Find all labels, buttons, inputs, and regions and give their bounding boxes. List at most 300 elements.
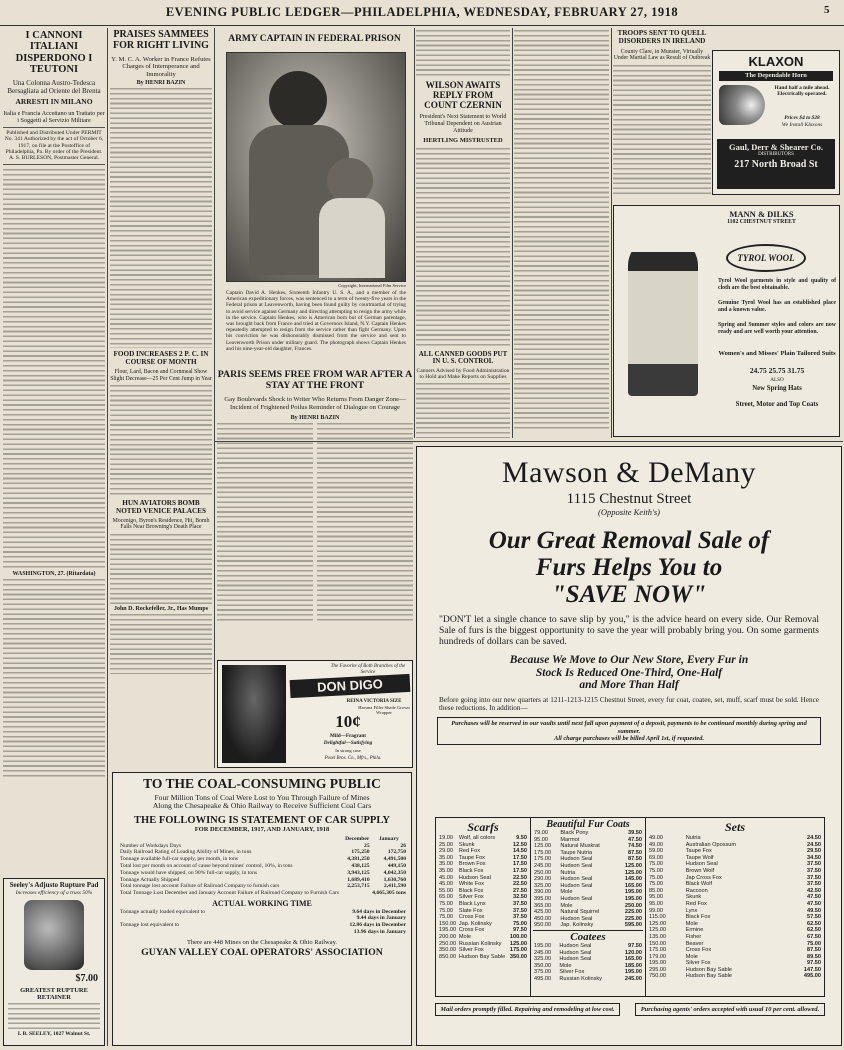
mawson-because2: Stock Is Reduced One-Third, One-Half	[535, 666, 723, 679]
fur-name: Taupe Fox	[685, 848, 712, 855]
coal-row-january: 4,491,500	[383, 856, 406, 863]
price-row	[438, 888, 528, 895]
dondigo-desc: Havana Filler Shade Grown Wrapper	[358, 705, 410, 716]
price-was: 195.00	[649, 960, 667, 967]
price-now: 62.50	[807, 927, 821, 934]
price-was: 390.00	[534, 889, 552, 896]
coal-actual-value: 12.86 days in December	[349, 922, 406, 929]
masthead-title: EVENING PUBLIC LEDGER—PHILADELPHIA, WEDNESDAY, FEBRUARY 27, 1918	[165, 5, 679, 19]
mann-women: Women's and Misses' Plain Tailored Suits	[718, 350, 836, 357]
seeley-price: $7.00	[75, 972, 98, 984]
price-now: 120.00	[624, 949, 642, 956]
price-was: 325.00	[534, 882, 552, 889]
fur-name: Lynx	[685, 907, 698, 914]
price-row	[648, 842, 822, 849]
fur-name: Hudson Seal	[560, 856, 593, 863]
price-was: 125.00	[534, 843, 552, 850]
price-was: 125.00	[649, 920, 667, 927]
coal-row-january: 2,411,590	[383, 883, 406, 890]
coal-row-december: 2,253,715	[347, 883, 370, 890]
price-row	[648, 875, 822, 882]
price-now: 495.00	[803, 973, 821, 980]
price-row	[533, 850, 643, 857]
coal-association: GUYAN VALLEY COAL OPERATORS' ASSOCIATION	[141, 947, 383, 959]
fur-name: Skunk	[685, 894, 702, 901]
coats-title: Beautiful Fur Coats	[546, 819, 630, 830]
fur-name: Raccoon	[685, 887, 708, 894]
price-was: 125.00	[649, 927, 667, 934]
price-now: 125.00	[509, 940, 527, 947]
subhead-arresti: ARRESTI IN MILANO	[15, 97, 93, 107]
ad-don-digo	[217, 660, 413, 768]
price-row	[533, 903, 643, 910]
fur-name: Hudson Bay Sable	[685, 966, 733, 973]
price-row	[438, 941, 528, 948]
price-row	[533, 963, 643, 970]
fur-name: White Fox	[458, 881, 485, 888]
price-row	[438, 875, 528, 882]
price-now: 225.00	[624, 909, 642, 916]
subhead-colonna: Una Colonna Austro-Tedesca Bersagliata ad Oriente del Brenta	[7, 79, 101, 96]
subhead-ymca: Y. M. C. A. Worker in France Refutes Charges of Intemperance and Immorality	[111, 55, 211, 78]
price-now: 24.50	[807, 841, 821, 848]
coal-row-label: Number of Workdays Days	[120, 842, 182, 849]
coal-actual-row	[119, 929, 407, 936]
price-row	[648, 947, 822, 954]
price-was: 75.00	[649, 874, 663, 881]
price-was: 325.00	[534, 956, 552, 963]
coal-row-january: 449,150	[387, 863, 406, 869]
headline-aviators: HUN AVIATORS BOMB NOTED VENICE PALACES	[116, 499, 206, 515]
mawson-footer1-box	[435, 1003, 620, 1016]
price-row	[438, 914, 528, 921]
column-ireland	[613, 30, 711, 230]
price-was: 950.00	[534, 922, 552, 929]
price-now: 37.50	[807, 881, 821, 888]
price-was: 75.00	[439, 907, 453, 914]
sets-list	[646, 818, 824, 996]
column-praises	[110, 30, 212, 770]
byline-bazin: By HENRI BAZIN	[136, 80, 186, 87]
price-was: 79.00	[534, 830, 548, 836]
price-row	[648, 954, 822, 961]
price-was: 395.00	[534, 895, 552, 902]
price-now: 97.50	[628, 942, 642, 949]
fur-name: Hudson Seal	[560, 862, 593, 869]
price-was: 59.00	[649, 848, 663, 855]
fur-name: Wolf, all colors	[458, 835, 496, 841]
seeley-sub: Increases efficiency of a truss 50%	[15, 889, 93, 896]
price-row	[648, 934, 822, 941]
fur-name: Black Fox	[458, 887, 484, 894]
headline-praises: PRAISES SAMMEES FOR RIGHT LIVING	[113, 30, 209, 51]
fur-name: Cross Fox	[685, 947, 712, 954]
klaxon-brand: KLAXON	[748, 54, 804, 69]
coal-row-label: Tonnage available full-car supply, per month, in tons	[120, 856, 239, 863]
coal-footer: There are 448 Mines on the Chesapeake & Ohio Railway.	[186, 938, 338, 946]
price-row	[648, 960, 822, 967]
coal-row-january: 172,750	[387, 849, 406, 856]
price-row	[533, 969, 643, 976]
story-dateline: WASHINGTON, 27. (Ritardata)	[12, 570, 96, 577]
klaxon-line1: Hand half a mile ahead. Electrically operated.	[774, 85, 830, 98]
price-row	[438, 894, 528, 901]
coal-actual-label	[119, 915, 291, 922]
price-now: 14.50	[513, 848, 527, 855]
fur-name: Fisher	[685, 933, 702, 940]
seeley-foot: I. B. SEELEY, 1027 Walnut St.	[17, 1030, 91, 1037]
coal-table-sub: FOR DECEMBER, 1917, AND JANUARY, 1918	[194, 826, 330, 834]
price-now: 42.50	[807, 887, 821, 894]
price-now: 165.00	[624, 882, 642, 889]
price-now: 100.00	[509, 933, 527, 940]
paris-story	[217, 370, 413, 640]
price-was: 350.00	[439, 947, 457, 954]
coal-actual-label: Tonnage actually loaded equivalent to	[120, 908, 206, 915]
coal-actual-label	[119, 929, 291, 936]
coal-row-label: Tonnage Actually Shipped	[120, 876, 180, 883]
price-now: 250.00	[624, 902, 642, 909]
price-now: 87.50	[807, 947, 821, 954]
fur-name: Cross Fox	[458, 914, 485, 921]
permit-notice: Published and Distributed Under PERMIT No. 341 Authorized by the act of October 6, 1917, on file at the Postoffice of Philadelphia, Pa. By order of the President. A. S. BURLESON, Postmaster General.	[3, 127, 105, 165]
fur-name: Hudson Seal	[458, 874, 491, 881]
mann-also: ALSO	[770, 377, 784, 383]
price-row	[438, 881, 528, 888]
price-now: 87.50	[628, 856, 642, 863]
fur-name: Black Fox	[458, 867, 484, 874]
coal-row	[119, 870, 407, 877]
price-row	[533, 916, 643, 923]
masthead	[0, 0, 844, 26]
price-was: 55.00	[439, 887, 453, 894]
price-now: 195.00	[624, 889, 642, 896]
price-was: 200.00	[439, 933, 457, 940]
sets-table	[648, 835, 822, 980]
coatees-title: Coatees	[533, 930, 643, 943]
price-now: 74.50	[628, 843, 642, 850]
price-was: 290.00	[534, 876, 552, 883]
price-now: 87.50	[628, 849, 642, 856]
fur-name: Hudson Seal	[559, 949, 592, 956]
price-now: 17.50	[513, 861, 527, 868]
price-row	[648, 941, 822, 948]
mann-text1: Tyrol Wool garments in style and quality of cloth are the best obtainable.	[718, 278, 836, 291]
woman-illustration	[628, 236, 698, 396]
price-was: 25.00	[439, 841, 453, 848]
coal-row-label: Tonnage would have shipped, on 90% full-car supply, in tons	[120, 869, 258, 876]
price-row	[648, 921, 822, 928]
fur-name: Mole	[559, 962, 572, 969]
fur-name: Natural Muskrat	[560, 843, 600, 850]
coal-actual-row	[119, 922, 407, 929]
headline-canned-goods: ALL CANNED GOODS PUT IN U. S. CONTROL	[418, 349, 508, 366]
fur-name: Taupe Wolf	[685, 854, 714, 861]
coal-sub2: Along the Chesapeake & Ohio Railway to Receive Sufficient Coal Cars	[152, 801, 372, 811]
fur-name: Black Wolf	[685, 881, 713, 888]
coal-row-label: Total Tonnage Lost December and January Account Failure of Railroad Company to Furnish Cars	[120, 890, 339, 897]
price-row	[648, 894, 822, 901]
price-now: 97.50	[513, 927, 527, 934]
fur-name: Silver Fox	[458, 894, 484, 901]
fur-name: Black Fox	[685, 914, 711, 921]
price-row	[438, 861, 528, 868]
fur-name: Mole	[685, 920, 698, 927]
price-row	[648, 908, 822, 915]
price-row	[533, 950, 643, 957]
subhead-canned-goods: Canners Advised by Food Administration to Hold and Make Reports on Supplies	[416, 367, 510, 381]
price-row	[438, 855, 528, 862]
subhead-trattato: Italia e Francia Accettano un Trattato per i Soggetti al Servizio Militare	[3, 109, 105, 124]
coal-row	[119, 863, 407, 870]
dondigo-tag2: Delightful—Satisfying	[323, 740, 373, 746]
headline-cannoni: I CANNONI ITALIANI DISPERDONO I TEUTONI	[15, 30, 93, 75]
coal-actual-row	[119, 909, 407, 916]
price-was: 65.00	[439, 894, 453, 901]
dondigo-tag1: The Favorite of Both Branches of the Service	[330, 664, 406, 675]
dondigo-price: 10¢	[335, 712, 361, 731]
price-row	[438, 921, 528, 928]
price-row	[648, 868, 822, 875]
price-now: 147.50	[803, 966, 821, 973]
price-row	[648, 848, 822, 855]
column-continued	[514, 30, 609, 438]
price-now: 350.00	[509, 953, 527, 960]
price-row	[438, 842, 528, 849]
fur-name: Hudson Seal	[685, 861, 718, 868]
price-now: 175.00	[509, 947, 527, 954]
mawson-footer1: Mail orders promptly filled. Repairing and remodeling at low cost.	[440, 1006, 615, 1013]
coal-row-december: 1,689,410	[347, 876, 370, 883]
klaxon-address: 217 North Broad St	[734, 158, 818, 170]
price-row	[438, 901, 528, 908]
price-was: 19.00	[439, 835, 453, 841]
price-now: 17.50	[513, 867, 527, 874]
price-was: 250.00	[534, 869, 552, 876]
price-was: 99.00	[649, 907, 663, 914]
price-was: 450.00	[534, 915, 552, 922]
price-now: 47.50	[807, 894, 821, 901]
headline-food: FOOD INCREASES 2 P. C. IN COURSE OF MONTH	[113, 350, 209, 367]
coal-headline: TO THE COAL-CONSUMING PUBLIC	[143, 776, 381, 791]
coal-actual-row	[119, 915, 407, 922]
price-was: 179.00	[649, 953, 667, 960]
price-now: 22.50	[513, 874, 527, 881]
fur-name: Hudson Seal	[560, 895, 593, 902]
price-was: 250.00	[439, 940, 457, 947]
ad-mann-dilks	[613, 205, 840, 437]
mann-prices: 24.75 25.75 31.75	[749, 366, 805, 375]
price-was: 45.00	[439, 881, 453, 888]
price-now: 97.50	[807, 960, 821, 967]
photo-credit: Copyright, International Film Service	[338, 283, 406, 288]
price-now: 62.50	[807, 920, 821, 927]
coal-actual-value: 9.64 days in December	[352, 908, 406, 915]
fur-name: Mole	[685, 953, 698, 960]
price-was: 95.00	[534, 836, 548, 843]
klaxon-slogan: The Dependable Horn	[719, 71, 833, 80]
price-now: 12.50	[513, 841, 527, 848]
coal-row-january: 1,630,760	[383, 876, 406, 883]
price-row	[648, 967, 822, 974]
fur-name: Natural Squirrel	[560, 909, 600, 916]
price-was: 195.00	[534, 942, 552, 949]
coatees-table	[533, 943, 643, 983]
coal-actual-value: 13.96 days in January	[353, 929, 406, 935]
fur-name: Black Lynx	[458, 900, 486, 907]
mawson-headline1: Our Great Removal Sale of	[488, 527, 770, 555]
headline-ireland: TROOPS SENT TO QUELL DISORDERS IN IRELAND	[617, 30, 707, 45]
mawson-body: "DON'T let a single chance to save slip by you," is the advice heard on every side. Our Removal Sale of furs is the biggest opportunity to save the year will probably bring you. On some garments hundreds of dollars can be saved.	[439, 614, 819, 648]
horn-illustration	[719, 85, 765, 125]
mawson-because1: Because We Move to Our New Store, Every Fur in	[509, 654, 749, 667]
scarfs-title: Scarfs	[467, 820, 499, 834]
coats-table	[533, 830, 643, 929]
coal-table-title: THE FOLLOWING IS STATEMENT OF CAR SUPPLY	[134, 815, 390, 827]
price-was: 195.00	[439, 927, 457, 934]
dondigo-size: REINA VICTORIA SIZE	[346, 699, 402, 704]
fur-name: Russian Kolinsky	[458, 940, 502, 947]
price-was: 75.00	[649, 881, 663, 888]
price-now: 49.50	[807, 907, 821, 914]
coal-row-december: 175,250	[351, 849, 370, 856]
mawson-notice-box	[437, 717, 821, 745]
scarfs-table	[438, 835, 528, 960]
mann-text2: Genuine Tyrol Wool has an established place and a known value.	[718, 300, 836, 313]
sets-title: Sets	[724, 820, 745, 834]
fur-name: Hudson Bay Sable	[685, 973, 733, 980]
mawson-notice2: All charge purchases will be billed April 1st, if requested.	[553, 735, 705, 743]
price-was: 75.00	[439, 914, 453, 921]
fur-name: Brown Fox	[458, 861, 486, 868]
mawson-address: 1115 Chestnut Street	[566, 491, 692, 508]
fur-name: Hudson Seal	[559, 956, 592, 963]
fur-name: Beaver	[685, 940, 704, 947]
subhead-paris: Gay Boulevards Shock to Writer Who Returns From Danger Zone—Incident of Frightened Poilus Reminder of Dialogue on Courage	[224, 396, 406, 411]
mawson-headline3: "SAVE NOW"	[551, 581, 707, 609]
price-row	[533, 889, 643, 896]
mawson-footer2: Purchasing agents' orders accepted with usual 10 per cent. allowed.	[640, 1006, 820, 1013]
price-row	[438, 934, 528, 941]
price-now: 145.00	[624, 876, 642, 883]
price-was: 69.00	[649, 854, 663, 861]
price-was: 85.00	[649, 887, 663, 894]
price-now: 29.50	[807, 848, 821, 855]
mann-coats: Street, Motor and Top Coats	[735, 401, 819, 408]
price-was: 95.00	[649, 900, 663, 907]
klaxon-dealer-box	[717, 139, 835, 189]
fur-name: Mole	[560, 889, 573, 896]
klaxon-line3: We Install Klaxons	[781, 122, 823, 128]
price-row	[438, 927, 528, 934]
headline-wilson: WILSON AWAITS REPLY FROM COUNT CZERNIN	[424, 80, 502, 110]
price-row	[533, 870, 643, 877]
price-was: 95.00	[649, 894, 663, 901]
coal-col-jan: January	[378, 835, 399, 842]
dondigo-maker: Posel Bros. Co., Mfrs., Phila.	[324, 756, 382, 761]
price-row	[648, 888, 822, 895]
fur-name: Nutria	[560, 869, 576, 876]
subhead-wilson: President's Next Statement to World Tribunal Dependent on Austrian Attitude	[419, 113, 507, 134]
price-row	[648, 855, 822, 862]
price-now: 75.00	[513, 920, 527, 927]
dondigo-mild: Mild—Fragrant	[329, 733, 367, 739]
dondigo-tag3: In strong case	[335, 748, 361, 753]
price-row	[533, 943, 643, 950]
page-number: 5	[824, 4, 830, 16]
price-now: 165.00	[624, 956, 642, 963]
fur-name: Jap. Kolinsky	[560, 922, 594, 929]
fur-name: Silver Fox	[458, 947, 484, 954]
price-row	[438, 947, 528, 954]
price-now: 32.50	[513, 894, 527, 901]
fur-name: Taupe Nutria	[560, 849, 593, 856]
fur-name: Skunk	[458, 841, 475, 848]
price-now: 195.00	[624, 969, 642, 976]
price-row	[533, 876, 643, 883]
fur-name: Ermine	[685, 927, 704, 934]
price-was: 175.00	[534, 856, 552, 863]
price-was: 135.00	[649, 933, 667, 940]
price-row	[648, 914, 822, 921]
coal-actual-value: 9.44 days in January	[356, 915, 406, 922]
price-was: 35.00	[439, 854, 453, 861]
price-now: 37.50	[513, 900, 527, 907]
price-row	[648, 901, 822, 908]
price-now: 67.50	[807, 933, 821, 940]
price-was: 365.00	[534, 902, 552, 909]
subhead-food: Flour, Lard, Bacon and Cornmeal Show Slight Decrease—25 Per Cent Jump in Year	[110, 368, 212, 382]
fur-name: Brown Wolf	[685, 867, 715, 874]
price-now: 57.50	[807, 914, 821, 921]
fur-name: Marmot	[560, 836, 580, 843]
ad-mawson-demany	[416, 446, 842, 1046]
fur-name: Russian Kolinsky	[559, 975, 602, 982]
price-was: 175.00	[534, 849, 552, 856]
truss-illustration	[24, 900, 84, 970]
price-row	[533, 956, 643, 963]
headline-paris: PARIS SEEMS FREE FROM WAR AFTER A STAY AT THE FRONT	[217, 370, 413, 391]
fur-name: Australian Opossum	[685, 841, 737, 848]
fur-name: Cross Fox	[458, 927, 485, 934]
price-now: 185.00	[624, 962, 642, 969]
mann-hats: New Spring Hats	[752, 385, 802, 392]
price-row	[533, 909, 643, 916]
price-was: 495.00	[534, 975, 552, 982]
price-row	[533, 863, 643, 870]
photo-captain-and-daughter	[226, 52, 406, 282]
price-row	[438, 848, 528, 855]
seeley-head2: GREATEST RUPTURE RETAINER	[20, 986, 88, 1001]
price-row	[533, 896, 643, 903]
price-now: 245.00	[624, 975, 642, 982]
fur-name: Hudson Seal	[560, 876, 593, 883]
coal-row-label: Daily Railroad Rating of Leading Ability of Mines, in tons	[120, 849, 252, 856]
price-now: 125.00	[624, 869, 642, 876]
subhead-ireland: County Clare, in Munster, Virtually Under Martial Law as Result of Outbreak	[613, 48, 711, 62]
coal-row-label: Total lost per month on account of cause beyond mines' control, 10%, in tons	[120, 863, 293, 869]
ad-coal-consuming-public	[112, 772, 412, 1046]
fur-name: Red Fox	[458, 848, 480, 855]
coal-row-december: 3,943,125	[347, 869, 370, 876]
fur-name: Jap. Kolinsky	[458, 920, 492, 927]
price-row	[648, 973, 822, 980]
price-row	[533, 837, 643, 844]
price-lists	[435, 817, 825, 997]
price-row	[533, 883, 643, 890]
price-was: 350.00	[534, 962, 552, 969]
coal-row	[119, 890, 407, 897]
